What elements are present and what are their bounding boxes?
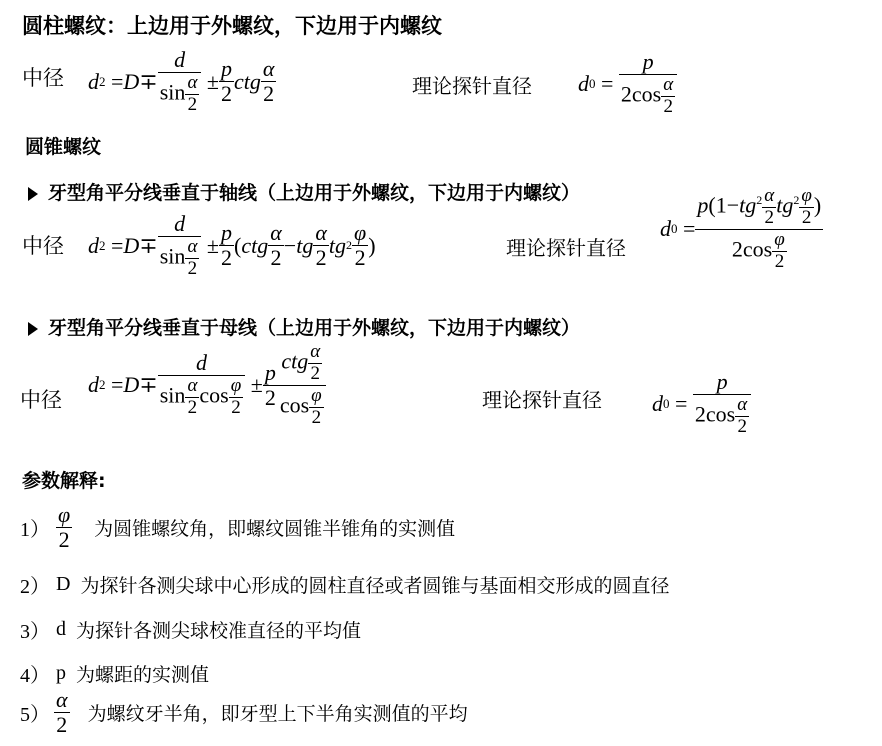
param-item-2 (20, 570, 669, 599)
cylinder-thread-heading: 圆柱螺纹：上边用于外螺纹，下边用于内螺纹 (22, 14, 442, 38)
param-symbol: p (56, 662, 66, 684)
case2-heading (28, 313, 580, 340)
param-text: 为探针各测尖球校准直径的平均值 (76, 620, 362, 642)
pitch-diameter-formula-1: d 2 = D ∓ d sin $\frac{\alpha}{2}$ ± $\frac{p}{2}$ ctg $\frac{\alpha}{2}$ (88, 47, 275, 116)
case1-heading (28, 178, 580, 205)
arrow-bullet-icon (28, 322, 38, 336)
param-symbol-alpha-half: $\frac{\alpha}{2}$ (56, 687, 68, 738)
param-symbol-phi-half: $\frac{\varphi}{2}$ (58, 502, 71, 553)
param-item-4 (20, 659, 209, 688)
pitch-diameter-label-1: 中径 (22, 66, 64, 90)
probe-diameter-formula-3: d 0 = p 2cos $\frac{\alpha}{2}$ (652, 370, 751, 438)
param-number: 1） (20, 519, 50, 542)
probe-diameter-label-2: 理论探针直径 (506, 236, 626, 260)
param-item-5 (20, 688, 468, 737)
pitch-diameter-label-2: 中径 (22, 234, 64, 258)
param-text: 为螺距的实测值 (76, 664, 210, 686)
param-text: 为圆锥螺纹角，即螺纹圆锥半锥角的实测值 (94, 518, 456, 541)
probe-diameter-formula-2: d 0 = $p(1-tg^2$ $\frac{\alpha}{2}$ $tg^2$ $\frac{\varphi}{2}$ ) 2cos $\frac{\varphi}{2}$ (660, 185, 822, 272)
probe-diameter-label-3: 理论探针直径 (482, 388, 602, 412)
param-text: 为螺纹牙半角，即牙型上下半角实测值的平均 (87, 703, 468, 726)
param-text: 为探针各测尖球中心形成的圆柱直径或者圆锥与基面相交形成的圆直径 (80, 575, 670, 597)
param-number: 4） (20, 665, 50, 687)
param-number: 2） (20, 576, 50, 598)
case2-text: 牙型角平分线垂直于母线（上边用于外螺纹，下边用于内螺纹） (48, 317, 581, 339)
pitch-diameter-label-3: 中径 (20, 388, 62, 412)
pitch-diameter-formula-2: d 2 = D ∓ d sin $\frac{\alpha}{2}$ ± $\frac{p}{2}$ ( ctg $\frac{\alpha}{2}$ − tg $\frac{\alpha}{2}$ tg 2 $\frac{\varphi}{2}$ ) (88, 211, 376, 280)
param-item-1 (20, 503, 455, 552)
probe-diameter-label-1: 理论探针直径 (412, 74, 532, 98)
param-symbol: D (56, 573, 71, 595)
arrow-bullet-icon (28, 187, 38, 201)
pitch-diameter-formula-3: d 2 = D ∓ d sin $\frac{\alpha}{2}$ cos $\frac{\varphi}{2}$ ± $\frac{p}{2}$ ctg $\frac{\alpha}{2}$ cos $\frac{\varphi}{2}$ (88, 342, 326, 429)
probe-diameter-formula-1: d 0 = p 2cos $\frac{\alpha}{2}$ (578, 50, 677, 118)
case1-text: 牙型角平分线垂直于轴线（上边用于外螺纹，下边用于内螺纹） (48, 182, 581, 204)
params-heading: 参数解释: (22, 470, 106, 492)
cone-thread-heading: 圆锥螺纹 (25, 136, 102, 158)
param-item-3 (20, 615, 361, 644)
param-number: 5） (20, 704, 50, 727)
param-symbol: d (56, 618, 66, 640)
param-number: 3） (20, 621, 50, 643)
